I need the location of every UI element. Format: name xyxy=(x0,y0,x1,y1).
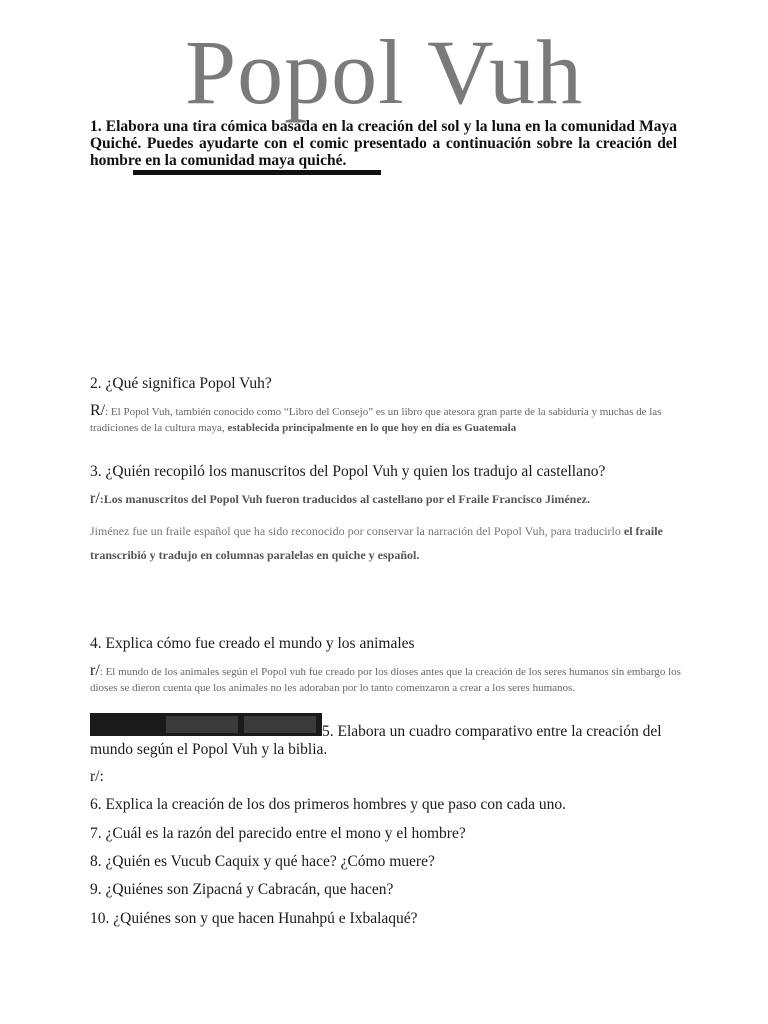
question-2: 2. ¿Qué significa Popol Vuh? xyxy=(90,375,272,392)
answer-5-label: r/: xyxy=(90,768,104,785)
answer-2-label: R/ xyxy=(90,402,106,419)
answer-4 xyxy=(90,663,690,696)
question-10: 10. ¿Quiénes son y que hacen Hunahpú e Ixbalaqué? xyxy=(90,910,418,927)
answer-2-bold: establecida principalmente en lo que hoy en día es Guatemala xyxy=(227,422,517,434)
question-7: 7. ¿Cuál es la razón del parecido entre el mono y el hombre? xyxy=(90,825,466,842)
redaction-bar xyxy=(133,170,381,175)
question-5: 5. Elabora un cuadro comparativo entre la creación del mundo según el Popol Vuh y la biblia. xyxy=(90,723,662,758)
question-4: 4. Explica cómo fue creado el mundo y los animales xyxy=(90,635,415,652)
question-6: 6. Explica la creación de los dos primeros hombres y que paso con cada uno. xyxy=(90,796,567,813)
question-1: 1. Elabora una tira cómica basada en la creación del sol y la luna en la comunidad Maya Quiché. Puedes ayudarte con el comic presentado a continuación sobre la creación del hombre en la comunidad maya quiché. xyxy=(90,118,677,169)
answer-2-text: : El Popol Vuh, también conocido como “Libro del Consejo” es un libro que atesora gran parte de la sabiduría y muchas de las tradiciones de la cultura maya, xyxy=(90,406,662,434)
answer-3-note-text: Jiménez fue un fraile español que ha sido reconocido por conservar la narración del Popol Vuh, para traducirlo xyxy=(90,524,624,538)
answer-2 xyxy=(90,403,690,436)
answer-4-label: r/ xyxy=(90,662,100,679)
answer-4-text: : El mundo de los animales según el Popol vuh fue creado por los dioses antes que la creación de los seres humanos sin embargo los dioses se dieron cuenta que los animales no les adoraban por lo tanto comenzaron a crear a los seres humanos. xyxy=(90,666,681,694)
document-title: Popol Vuh xyxy=(185,21,583,123)
question-3: 3. ¿Quién recopiló los manuscritos del Popol Vuh y quien los tradujo al castellano? xyxy=(90,463,606,480)
answer-3-note-bold: el fraile transcribió y tradujo en columnas paralelas en quiche y español. xyxy=(90,524,663,562)
question-9: 9. ¿Quiénes son Zipacná y Cabracán, que hacen? xyxy=(90,881,394,898)
answer-3-note xyxy=(90,519,690,567)
answer-3-text: :Los manuscritos del Popol Vuh fueron traducidos al castellano por el Fraile Francisco Jiménez. xyxy=(99,492,590,506)
answer-3-label: r/ xyxy=(90,490,100,507)
question-8: 8. ¿Quién es Vucub Caquix y qué hace? ¿Cómo muere? xyxy=(90,853,435,870)
answer-3 xyxy=(90,491,690,508)
